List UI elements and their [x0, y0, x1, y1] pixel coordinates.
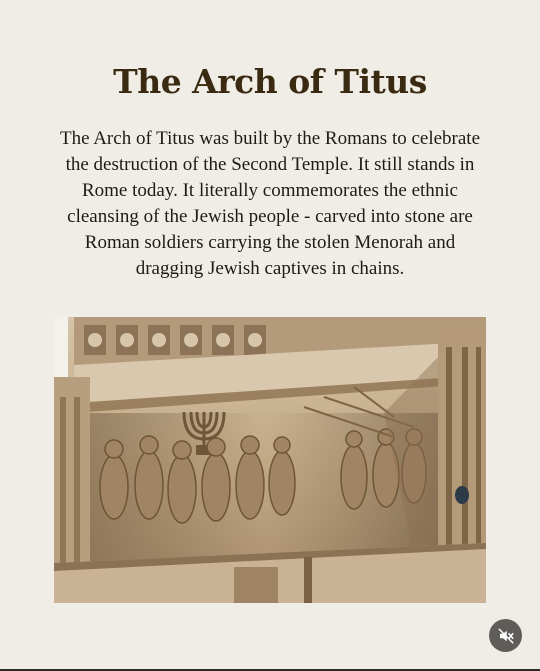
arch-relief-photo [54, 317, 486, 603]
post-title: The Arch of Titus [113, 62, 427, 101]
relief-illustration [54, 317, 486, 603]
mute-button[interactable] [489, 619, 522, 652]
speaker-muted-icon [497, 627, 515, 645]
post-body: The Arch of Titus was built by the Romans to celebrate the destruction of the Second Temple. It still stands in Rome today. It literally commemorates the ethnic cleansing of the Jewish people - carved into stone are Roman soldiers carrying the stolen Menorah and dragging Jewish captives in chains. [59, 128, 481, 279]
